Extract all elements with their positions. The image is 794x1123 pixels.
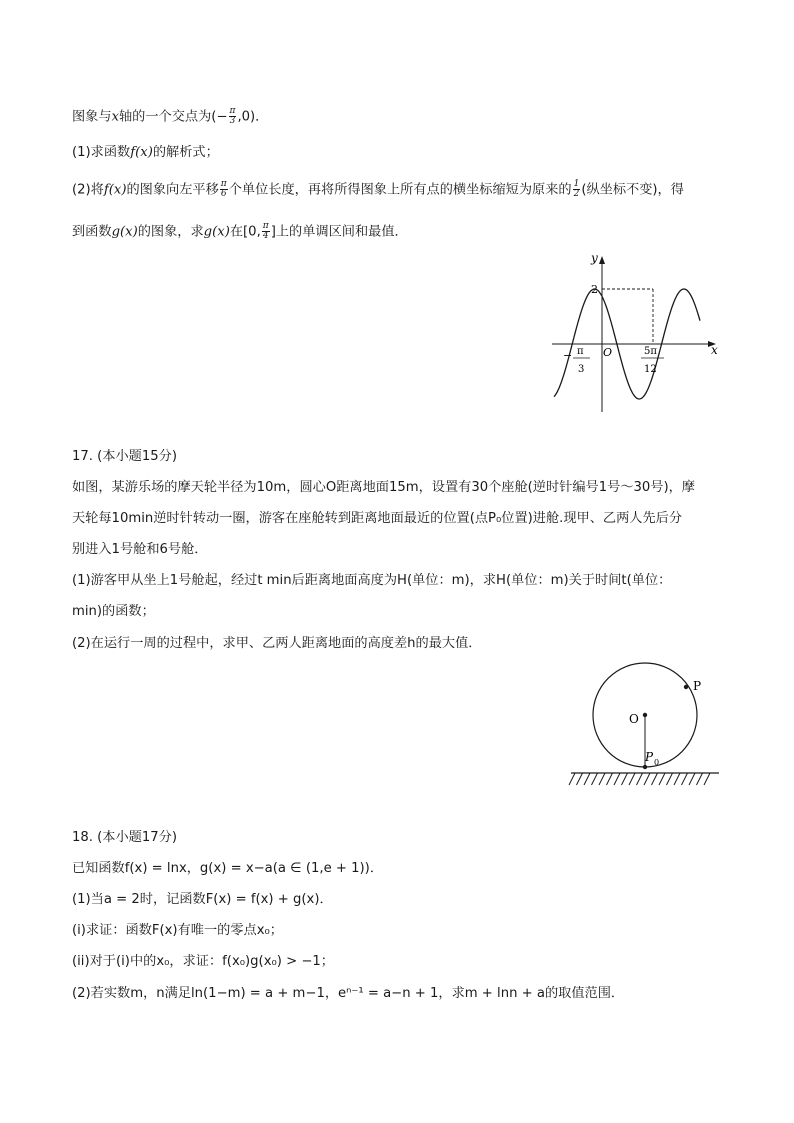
fraction-pi-6 [220, 180, 228, 199]
text: ,0)． [237, 109, 269, 125]
text: (纵坐标不变)，得 [581, 182, 684, 198]
hatch-mark [689, 773, 695, 785]
text: 到函数 [72, 224, 112, 240]
neg-tick-num: π [577, 346, 584, 357]
math-fx: f(x) [130, 145, 153, 160]
hatch-mark [577, 773, 583, 785]
hatch-mark [599, 773, 605, 785]
origin-label: O [603, 346, 613, 359]
frac-den: 4 [262, 231, 269, 241]
q16-part1 [72, 143, 219, 163]
text: 的解析式； [152, 145, 219, 160]
text: 的图象向左平移 [126, 182, 219, 198]
label-o: O [629, 712, 639, 726]
y-axis-label: y [591, 251, 598, 265]
hatch-mark [569, 773, 575, 785]
q17-header: 17. (本小题15分) [72, 449, 177, 464]
q16-intercept-line [72, 107, 268, 128]
frac-num: 1 [573, 179, 580, 189]
text: 图象与 [72, 109, 112, 125]
ferris-wheel-figure [565, 660, 725, 800]
label-p0-sub: 0 [654, 758, 660, 767]
q17-part1-line1: (1)游客甲从坐上1号舱起，经过t min后距离地面高度为H(单位：m)，求H(单位：m)关于时间t(单位： [72, 573, 672, 588]
q18-part1: (1)当a = 2时，记函数F(x) = f(x) + g(x)． [72, 892, 333, 907]
q18-header: 18. (本小题17分) [72, 830, 177, 845]
hatch-mark [637, 773, 643, 785]
hatch-mark [614, 773, 620, 785]
math-x: x [111, 109, 119, 125]
q17-para-line2: 天轮每10min逆时针转动一圈，游客在座舱转到距离地面最近的位置(点P₀位置)进舱.现甲、乙两人先后分 [72, 511, 683, 526]
frac-num: π [262, 221, 269, 231]
hatch-mark [667, 773, 673, 785]
hatch-mark [629, 773, 635, 785]
text: 在[0, [229, 224, 261, 240]
math-gx: g(x) [203, 224, 230, 240]
math-gx: g(x) [111, 224, 138, 240]
frac-num: π [220, 179, 227, 189]
q18-part1-ii: (ii)对于(i)中的x₀，求证：f(x₀)g(x₀) > −1； [72, 954, 334, 969]
ground-hatching [569, 773, 710, 785]
q17-part1-line2: min)的函数； [72, 604, 155, 619]
hatch-mark [592, 773, 598, 785]
sine-graph-figure [540, 248, 730, 418]
text: 的图象，求 [137, 224, 204, 240]
hatch-mark [652, 773, 658, 785]
point-p0 [643, 765, 647, 769]
hatch-mark [704, 773, 710, 785]
frac-den: 2 [573, 189, 580, 199]
q18-given: 已知函数f(x) = lnx，g(x) = x−a(a ∈ (1,e + 1))． [72, 861, 384, 876]
q17-para-line1: 如图，某游乐场的摩天轮半径为10m，圆心O距离地面15m，设置有30个座舱(逆时针编号1号～30号)，摩 [72, 480, 695, 495]
text: 个单位长度，再将所得图象上所有点的横坐标缩短为原来的 [228, 182, 572, 198]
q18-part1-i: (i)求证：函数F(x)有唯一的零点x₀； [72, 923, 283, 938]
fraction-pi-4 [262, 222, 270, 241]
text: 轴的一个交点为( [119, 109, 217, 125]
point-p [684, 685, 688, 689]
q18-part2: (2)若实数m，n满足ln(1−m) = a + m−1，eⁿ⁻¹ = a−n + 1，求m + lnn + a的取值范围． [72, 986, 625, 1001]
hatch-mark [607, 773, 613, 785]
hatch-mark [644, 773, 650, 785]
label-p0: P [645, 750, 654, 764]
x-axis-label: x [711, 343, 718, 357]
hatch-mark [674, 773, 680, 785]
neg-sign: − [563, 349, 573, 362]
center-point [643, 713, 647, 717]
hatch-mark [682, 773, 688, 785]
label-p: P [693, 679, 702, 693]
frac-num: π [229, 106, 236, 116]
y-tick-2: 2 [591, 283, 598, 296]
q17-para-line3: 别进入1号舱和6号舱． [72, 542, 208, 557]
math-minus: − [216, 109, 228, 125]
text: (1)求函数 [72, 145, 131, 160]
hatch-mark [622, 773, 628, 785]
pos-tick-num: 5π [644, 346, 657, 357]
fraction-pi-3 [229, 107, 237, 126]
q17-part2: (2)在运行一周的过程中，求甲、乙两人距离地面的高度差h的最大值． [72, 636, 482, 651]
text: (2)将 [72, 182, 104, 198]
pos-tick-den: 12 [644, 364, 657, 375]
hatch-mark [659, 773, 665, 785]
text: ]上的单调区间和最值． [270, 224, 408, 240]
fraction-1-2 [573, 180, 581, 199]
q16-part2-line2 [72, 222, 408, 243]
math-fx: f(x) [103, 182, 127, 198]
q16-part2-line1 [72, 180, 684, 201]
hatch-mark [697, 773, 703, 785]
y-axis-arrow [599, 256, 605, 264]
hatch-mark [584, 773, 590, 785]
neg-tick-den: 3 [578, 364, 585, 375]
frac-den: 3 [229, 116, 236, 126]
frac-den: 6 [220, 189, 227, 199]
